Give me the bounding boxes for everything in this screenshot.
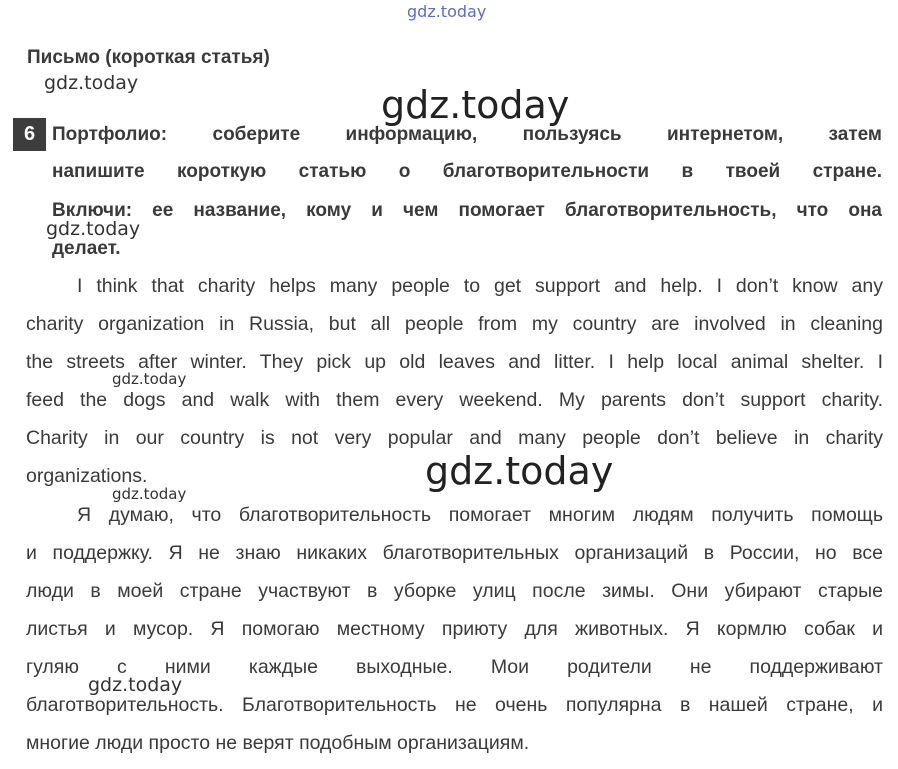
answer-ru-line-6: благотворительность. Благотворительность не очень популярна в нашей стране, и	[26, 694, 883, 716]
answer-ru-line-7: многие люди просто не верят подобным организациям.	[26, 732, 530, 754]
answer-en-line-5: Charity in our country is not very popular and many people don’t believe in charity	[26, 427, 883, 449]
watermark-small: gdz.today	[44, 72, 139, 94]
watermark-small: gdz.today	[112, 485, 187, 503]
answer-en-line-4: feed the dogs and walk with them every weekend. My parents don’t support charity.	[26, 389, 883, 411]
task-number-badge: 6	[13, 118, 46, 151]
watermark-large: gdz.today	[381, 83, 570, 127]
task-line-4: делает.	[52, 238, 121, 259]
answer-ru-line-3: люди в моей стране участвуют в уборке улиц после зимы. Они убирают старые	[26, 580, 883, 602]
answer-en-line-3: the streets after winter. They pick up old leaves and litter. I help local animal shelter. I	[26, 351, 883, 373]
watermark-small: gdz.today	[112, 370, 187, 388]
answer-en-line-6: organizations.	[26, 465, 148, 487]
answer-en-line-2: charity organization in Russia, but all people from my country are involved in cleaning	[26, 313, 883, 335]
task-line-2: напишите короткую статью о благотворительности в твоей стране.	[52, 161, 882, 182]
answer-ru-line-4: листья и мусор. Я помогаю местному приюту для животных. Я кормлю собак и	[26, 618, 883, 640]
watermark-small: gdz.today	[88, 674, 183, 696]
section-heading: Письмо (короткая статья)	[27, 47, 270, 68]
answer-en-line-1: I think that charity helps many people to get support and help. I don’t know any	[77, 275, 883, 297]
watermark-small: gdz.today	[46, 218, 141, 240]
watermark-top: gdz.today	[407, 2, 487, 21]
watermark-large: gdz.today	[425, 449, 614, 493]
answer-ru-line-5: гуляю с ними каждые выходные. Мои родители не поддерживают	[26, 656, 883, 678]
task-line-1: Портфолио: соберите информацию, пользуясь интернетом, затем	[52, 124, 882, 145]
answer-ru-line-1: Я думаю, что благотворительность помогает многим людям получить помощь	[77, 504, 883, 526]
answer-ru-line-2: и поддержку. Я не знаю никаких благотворительных организаций в России, но все	[26, 542, 883, 564]
task-line-3: Включи: ее название, кому и чем помогает благотворительность, что она	[52, 200, 882, 221]
